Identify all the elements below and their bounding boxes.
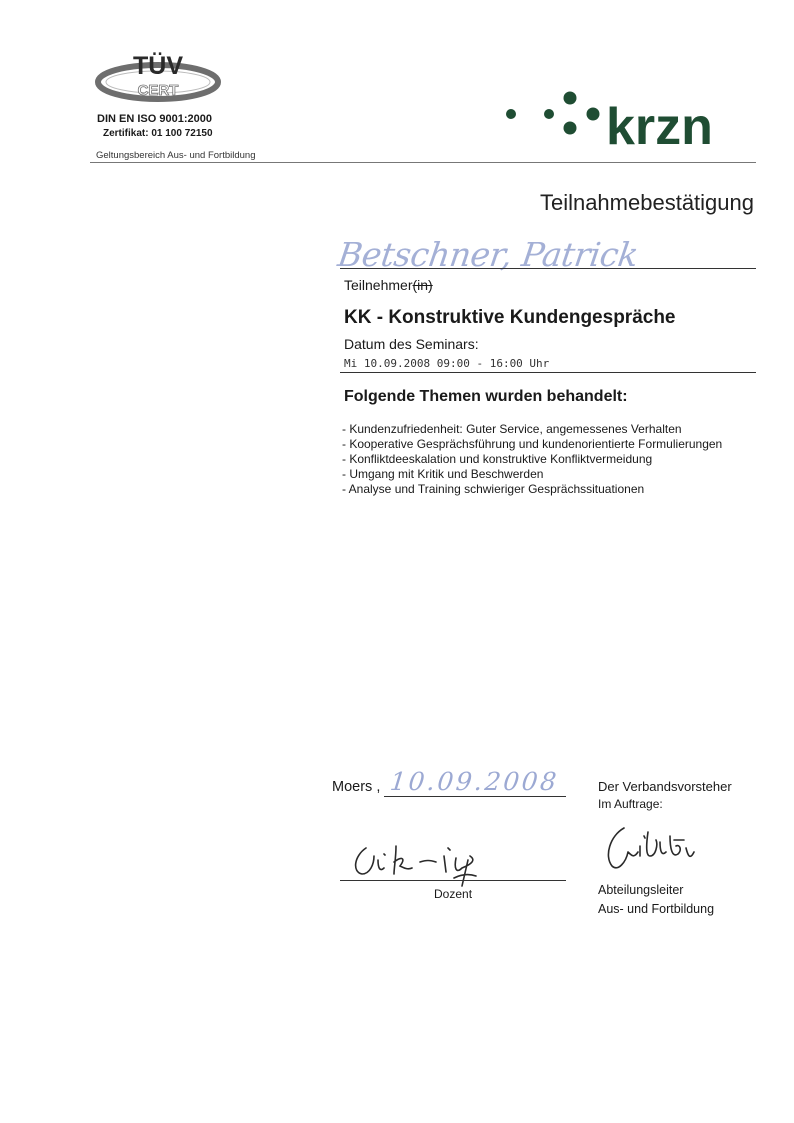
head-signature <box>600 822 700 878</box>
header-divider <box>90 162 756 163</box>
course-title: KK - Konstruktive Kundengespräche <box>344 307 676 328</box>
tuv-logo-subtext: CERT <box>137 82 179 99</box>
seminar-date-line <box>340 372 756 373</box>
tuv-logo-text: TÜV <box>133 52 183 80</box>
lecturer-signature <box>344 838 514 890</box>
topics-list <box>342 422 742 497</box>
topics-heading: Folgende Themen wurden behandelt: <box>344 388 628 405</box>
participant-label-struck: (in) <box>412 277 433 293</box>
topic-item: - Analyse und Training schwieriger Gesprächssituationen <box>342 482 645 496</box>
participant-label-text: Teilnehmer <box>344 277 413 293</box>
topic-item: - Kooperative Gesprächsführung und kundenorientierte Formulierungen <box>342 437 723 451</box>
place-label: Moers , <box>332 779 381 795</box>
seminar-date-value: Mi 10.09.2008 09:00 - 16:00 Uhr <box>344 357 550 370</box>
certificate-number: Zertifikat: 01 100 72150 <box>103 128 213 139</box>
date-signature-line <box>384 796 566 797</box>
seminar-date-label: Datum des Seminars: <box>344 336 479 352</box>
iso-standard: DIN EN ISO 9001:2000 <box>97 113 212 125</box>
tuv-cert-logo <box>96 48 226 106</box>
participant-name-line <box>340 268 756 269</box>
certificate-scope: Geltungsbereich Aus- und Fortbildung <box>96 150 256 161</box>
signed-date-handwritten <box>388 764 568 798</box>
krzn-wordmark: krzn <box>606 98 713 156</box>
lecturer-label: Dozent <box>434 887 473 901</box>
topic-item: - Konfliktdeeskalation und konstruktive Konfliktvermeidung <box>342 452 653 466</box>
topic-item: - Kundenzufriedenheit: Guter Service, angemessenes Verhalten <box>342 422 682 436</box>
lecturer-signature-line <box>340 880 566 881</box>
document-title: Teilnahmebestätigung <box>539 190 754 215</box>
participant-name-text: Betschner, Patrick <box>335 235 641 274</box>
head-role-line2: Aus- und Fortbildung <box>598 902 715 916</box>
topic-item: - Umgang mit Kritik und Beschwerden <box>342 467 544 481</box>
krzn-logo <box>502 86 758 156</box>
krzn-dots-icon <box>506 92 600 135</box>
head-role-line1: Abteilungsleiter <box>598 883 684 897</box>
participant-label <box>344 277 433 293</box>
head-subtitle: Im Auftrage: <box>598 797 663 811</box>
head-title: Der Verbandsvorsteher <box>598 779 732 794</box>
signed-date-text: 10.09.2008 <box>388 767 558 796</box>
